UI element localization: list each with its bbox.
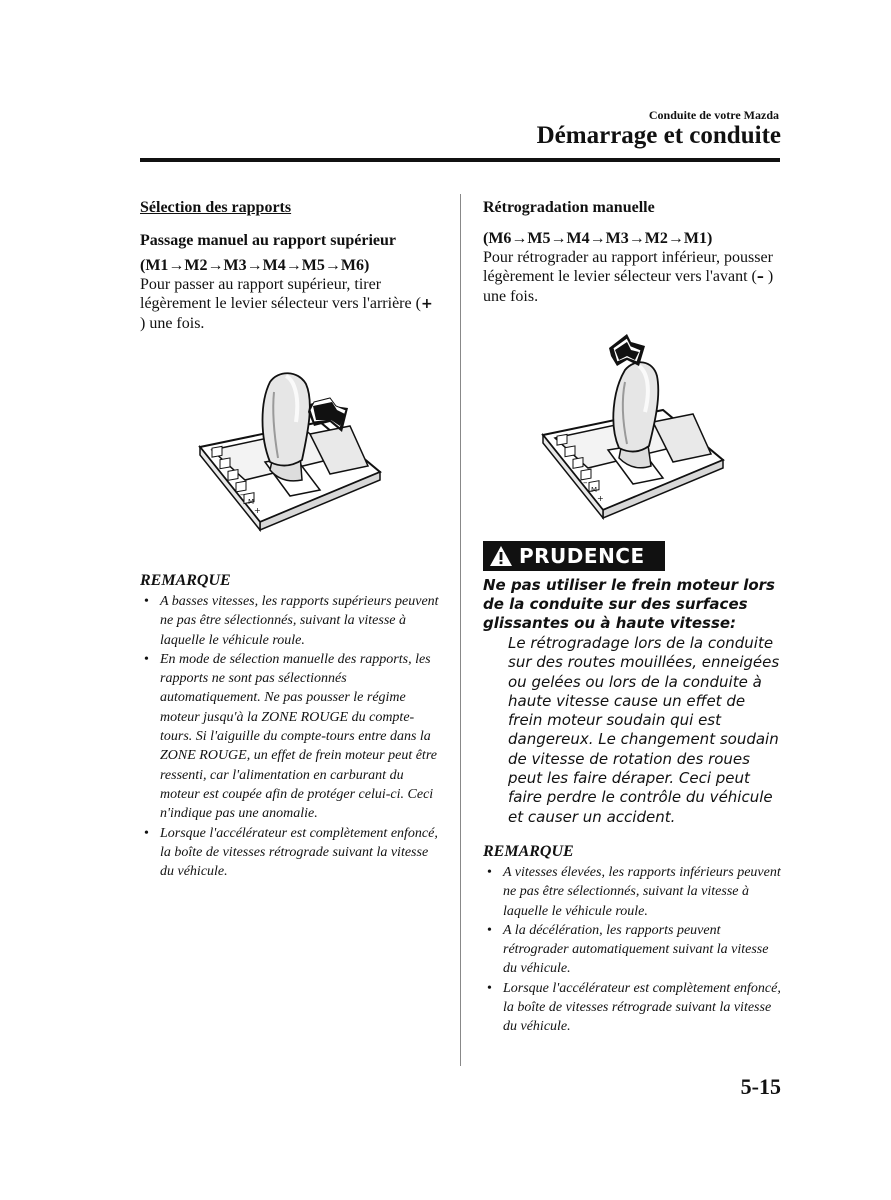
right-column bbox=[483, 198, 783, 306]
warning-badge bbox=[483, 541, 665, 571]
svg-text:–: – bbox=[240, 490, 245, 500]
upshift-instruction bbox=[140, 275, 440, 333]
upshift-instruction-end: ) une fois. bbox=[140, 315, 205, 332]
downshift-sequence: (M6→M5→M4→M3→M2→M1) bbox=[483, 230, 713, 247]
bullet: • bbox=[487, 980, 492, 996]
column-divider bbox=[460, 194, 461, 1066]
bullet: • bbox=[487, 922, 492, 938]
note-list bbox=[140, 592, 440, 881]
note-right bbox=[483, 843, 783, 1037]
gear-shift-push-forward-illustration bbox=[535, 330, 735, 530]
note-item bbox=[140, 650, 440, 824]
note-item bbox=[483, 863, 783, 921]
upshift-instruction-text: Pour passer au rapport supérieur, tirer légèrement le levier sélecteur vers l'arrière ( bbox=[140, 276, 421, 312]
note-item bbox=[140, 824, 440, 882]
upshift-heading: Passage manuel au rapport supérieur bbox=[140, 232, 396, 249]
svg-text:M: M bbox=[591, 486, 598, 494]
note-item bbox=[483, 921, 783, 979]
note-title: REMARQUE bbox=[483, 843, 574, 860]
warning-body: Le rétrogradage lors de la conduite sur des routes mouillées, enneigées ou gelées ou lors de la conduite à haute vitesse cause un effet de frein moteur soudain qui est dangereux. Le changement soudain de vitesse de rotation des roues peut les faire déraper. Ceci peut faire perdre le contrôle du véhicule et causer un accident. bbox=[508, 634, 780, 826]
left-column bbox=[140, 198, 440, 333]
bullet: • bbox=[144, 825, 149, 841]
bullet: • bbox=[144, 594, 149, 609]
svg-text:–: – bbox=[583, 478, 588, 488]
note-item-text: A basses vitesses, les rapports supérieurs peuvent ne pas être sélectionnés, suivant la vitesse à laquelle le véhicule roule. bbox=[160, 594, 439, 648]
note-item-text: Lorsque l'accélérateur est complètement enfoncé, la boîte de vitesses rétrograde suivant la vitesse du véhicule. bbox=[503, 980, 781, 1035]
note-left bbox=[140, 572, 440, 881]
chapter-title: Démarrage et conduite bbox=[536, 122, 781, 149]
note-item-text: Lorsque l'accélérateur est complètement enfoncé, la boîte de vitesses rétrograde suivant la vitesse du véhicule. bbox=[160, 825, 438, 880]
downshift-heading: Rétrogradation manuelle bbox=[483, 199, 655, 216]
plus-icon: + bbox=[420, 296, 433, 312]
minus-icon: – bbox=[756, 269, 764, 285]
gear-shift-pull-back-illustration bbox=[190, 362, 390, 532]
note-title: REMARQUE bbox=[140, 572, 231, 589]
warning-triangle-icon bbox=[489, 545, 513, 567]
note-item bbox=[483, 979, 783, 1037]
section-title: Sélection des rapports bbox=[140, 199, 292, 216]
note-item-text: En mode de sélection manuelle des rapports, les rapports ne sont pas sélectionnés automatiquement. Ne pas pousser le régime moteur jusqu'à la ZONE ROUGE du compte-tours. Si l'aiguille du compte-tours entre dans la ZONE ROUGE, un effet de frein moteur peut être ressenti, car l'alimentation en carburant du moteur est coupée afin de protéger celui-ci. Ceci n'indique pas une anomalie. bbox=[160, 651, 437, 822]
header-rule bbox=[140, 158, 780, 162]
downshift-instruction-text: Pour rétrograder au rapport inférieur, pousser légèrement le levier sélecteur vers l'avant ( bbox=[483, 249, 773, 285]
downshift-instruction-end: ) une fois. bbox=[483, 268, 774, 305]
bullet: • bbox=[144, 651, 149, 667]
page-number: 5-15 bbox=[740, 1074, 781, 1099]
note-item-text: A vitesses élevées, les rapports inférieurs peuvent ne pas être sélectionnés, suivant la vitesse à laquelle le véhicule roule. bbox=[503, 865, 781, 919]
bullet: • bbox=[487, 865, 492, 880]
svg-text:M: M bbox=[248, 498, 255, 506]
warning-label: PRUDENCE bbox=[519, 544, 645, 568]
note-list bbox=[483, 863, 783, 1037]
note-item-text: A la décélération, les rapports peuvent rétrograder automatiquement suivant la vitesse du véhicule. bbox=[503, 922, 769, 977]
arrow-forward-icon bbox=[609, 334, 645, 366]
downshift-instruction bbox=[483, 248, 783, 306]
note-item bbox=[140, 592, 440, 650]
svg-text:+: + bbox=[597, 494, 604, 503]
warning-headline: Ne pas utiliser le frein moteur lors de la conduite sur des surfaces glissantes ou à haute vitesse: bbox=[483, 576, 775, 632]
svg-text:+: + bbox=[254, 506, 261, 515]
chapter-subtitle: Conduite de votre Mazda bbox=[648, 108, 779, 122]
upshift-sequence: (M1→M2→M3→M4→M5→M6) bbox=[140, 257, 370, 274]
